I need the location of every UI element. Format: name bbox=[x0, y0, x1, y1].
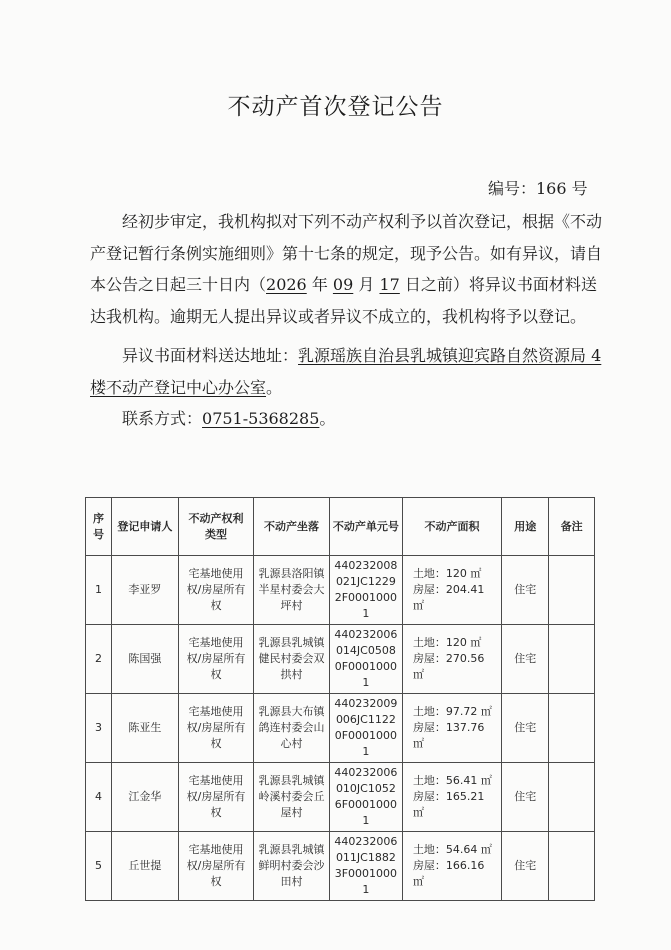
cell-unit-no: 440232006014JC05080F00010001 bbox=[329, 625, 402, 694]
cell-unit-no: 440232009006JC11220F00010001 bbox=[329, 694, 402, 763]
table-row bbox=[86, 694, 595, 763]
land-area: 土地：97.72 ㎡ bbox=[412, 705, 492, 718]
address-value: 乳源瑶族自治县乳城镇迎宾路自然资源局 4 楼不动产登记中心办公室 bbox=[90, 346, 602, 397]
cell-applicant: 丘世提 bbox=[111, 832, 178, 901]
cell-use: 住宅 bbox=[502, 832, 549, 901]
para1-text: 经初步审定，我机构拟对下列不动产权利予以首次登记，根据《不动产登记暂行条例实施细则》第十七条的规定，现予公告。如有异议，请自本公告之日起三十日内（ bbox=[90, 212, 603, 294]
house-area: 房屋：137.76 ㎡ bbox=[412, 721, 485, 750]
land-area: 土地：120 ㎡ bbox=[412, 636, 482, 649]
cell-area bbox=[402, 625, 501, 694]
objection-paragraph bbox=[90, 206, 610, 332]
cell-location: 乳源县乳城镇健民村委会双拱村 bbox=[254, 625, 330, 694]
house-area: 房屋：270.56 ㎡ bbox=[412, 652, 485, 681]
deadline-day: 17 bbox=[379, 275, 400, 294]
address-end: 。 bbox=[266, 377, 283, 397]
cell-no: 2 bbox=[86, 625, 112, 694]
cell-right-type: 宅基地使用权/房屋所有权 bbox=[178, 556, 253, 625]
deadline-year: 2026 bbox=[266, 275, 307, 294]
header-use: 用途 bbox=[502, 498, 549, 556]
cell-use: 住宅 bbox=[502, 763, 549, 832]
cell-no: 1 bbox=[86, 556, 112, 625]
house-area: 房屋：165.21 ㎡ bbox=[412, 790, 485, 819]
land-area: 土地：54.64 ㎡ bbox=[412, 843, 492, 856]
cell-applicant: 陈国强 bbox=[111, 625, 178, 694]
land-area: 土地：120 ㎡ bbox=[412, 567, 482, 580]
cell-use: 住宅 bbox=[502, 625, 549, 694]
table-row bbox=[86, 556, 595, 625]
notice-body bbox=[90, 206, 610, 435]
cell-area bbox=[402, 694, 501, 763]
cell-no: 3 bbox=[86, 694, 112, 763]
cell-location: 乳源县洛阳镇半星村委会大坪村 bbox=[254, 556, 330, 625]
header-area: 不动产面积 bbox=[402, 498, 501, 556]
registration-table bbox=[85, 497, 595, 901]
header-remark: 备注 bbox=[549, 498, 595, 556]
cell-remark bbox=[549, 625, 595, 694]
header-applicant: 登记申请人 bbox=[111, 498, 178, 556]
house-area: 房屋：166.16 ㎡ bbox=[412, 859, 485, 888]
header-no: 序号 bbox=[86, 498, 112, 556]
cell-remark bbox=[549, 832, 595, 901]
table-row bbox=[86, 625, 595, 694]
contact-paragraph bbox=[90, 403, 610, 435]
address-paragraph bbox=[90, 340, 610, 403]
header-location: 不动产坐落 bbox=[254, 498, 330, 556]
cell-no: 4 bbox=[86, 763, 112, 832]
cell-remark bbox=[549, 694, 595, 763]
cell-area bbox=[402, 556, 501, 625]
address-label: 异议书面材料送达地址： bbox=[122, 346, 299, 365]
cell-no: 5 bbox=[86, 832, 112, 901]
para1-tail: 日之前）将异议书面材料送达我机构。逾期无人提出异议或者异议不成立的，我机构将予以登记。 bbox=[90, 275, 597, 326]
cell-applicant: 江金华 bbox=[111, 763, 178, 832]
header-unit-no: 不动产单元号 bbox=[329, 498, 402, 556]
header-right-type: 不动产权利 类型 bbox=[178, 498, 253, 556]
cell-location: 乳源县乳城镇鲜明村委会沙田村 bbox=[254, 832, 330, 901]
cell-remark bbox=[549, 763, 595, 832]
cell-unit-no: 440232006010JC10526F00010001 bbox=[329, 763, 402, 832]
month-char: 月 bbox=[353, 275, 380, 294]
cell-location: 乳源县大布镇鸽连村委会山心村 bbox=[254, 694, 330, 763]
house-area: 房屋：204.41 ㎡ bbox=[412, 583, 485, 612]
cell-applicant: 李亚罗 bbox=[111, 556, 178, 625]
year-char: 年 bbox=[306, 275, 333, 294]
cell-unit-no: 440232006011JC18823F00010001 bbox=[329, 832, 402, 901]
table-row bbox=[86, 832, 595, 901]
cell-use: 住宅 bbox=[502, 694, 549, 763]
cell-right-type: 宅基地使用权/房屋所有权 bbox=[178, 694, 253, 763]
cell-unit-no: 440232008021JC12292F00010001 bbox=[329, 556, 402, 625]
contact-label: 联系方式： bbox=[122, 409, 203, 428]
cell-area bbox=[402, 832, 501, 901]
table-row bbox=[86, 763, 595, 832]
land-area: 土地：56.41 ㎡ bbox=[412, 774, 492, 787]
table-header-row bbox=[86, 498, 595, 556]
cell-use: 住宅 bbox=[502, 556, 549, 625]
contact-phone: 0751-5368285 bbox=[202, 409, 320, 428]
contact-end: 。 bbox=[319, 409, 336, 428]
doc-number: 编号：166 号 bbox=[488, 179, 588, 198]
page-title: 不动产首次登记公告 bbox=[227, 94, 444, 120]
cell-applicant: 陈亚生 bbox=[111, 694, 178, 763]
cell-location: 乳源县乳城镇岭溪村委会丘屋村 bbox=[254, 763, 330, 832]
cell-right-type: 宅基地使用权/房屋所有权 bbox=[178, 832, 253, 901]
cell-right-type: 宅基地使用权/房屋所有权 bbox=[178, 763, 253, 832]
cell-remark bbox=[549, 556, 595, 625]
deadline-month: 09 bbox=[332, 275, 354, 294]
cell-right-type: 宅基地使用权/房屋所有权 bbox=[178, 625, 253, 694]
cell-area bbox=[402, 763, 501, 832]
